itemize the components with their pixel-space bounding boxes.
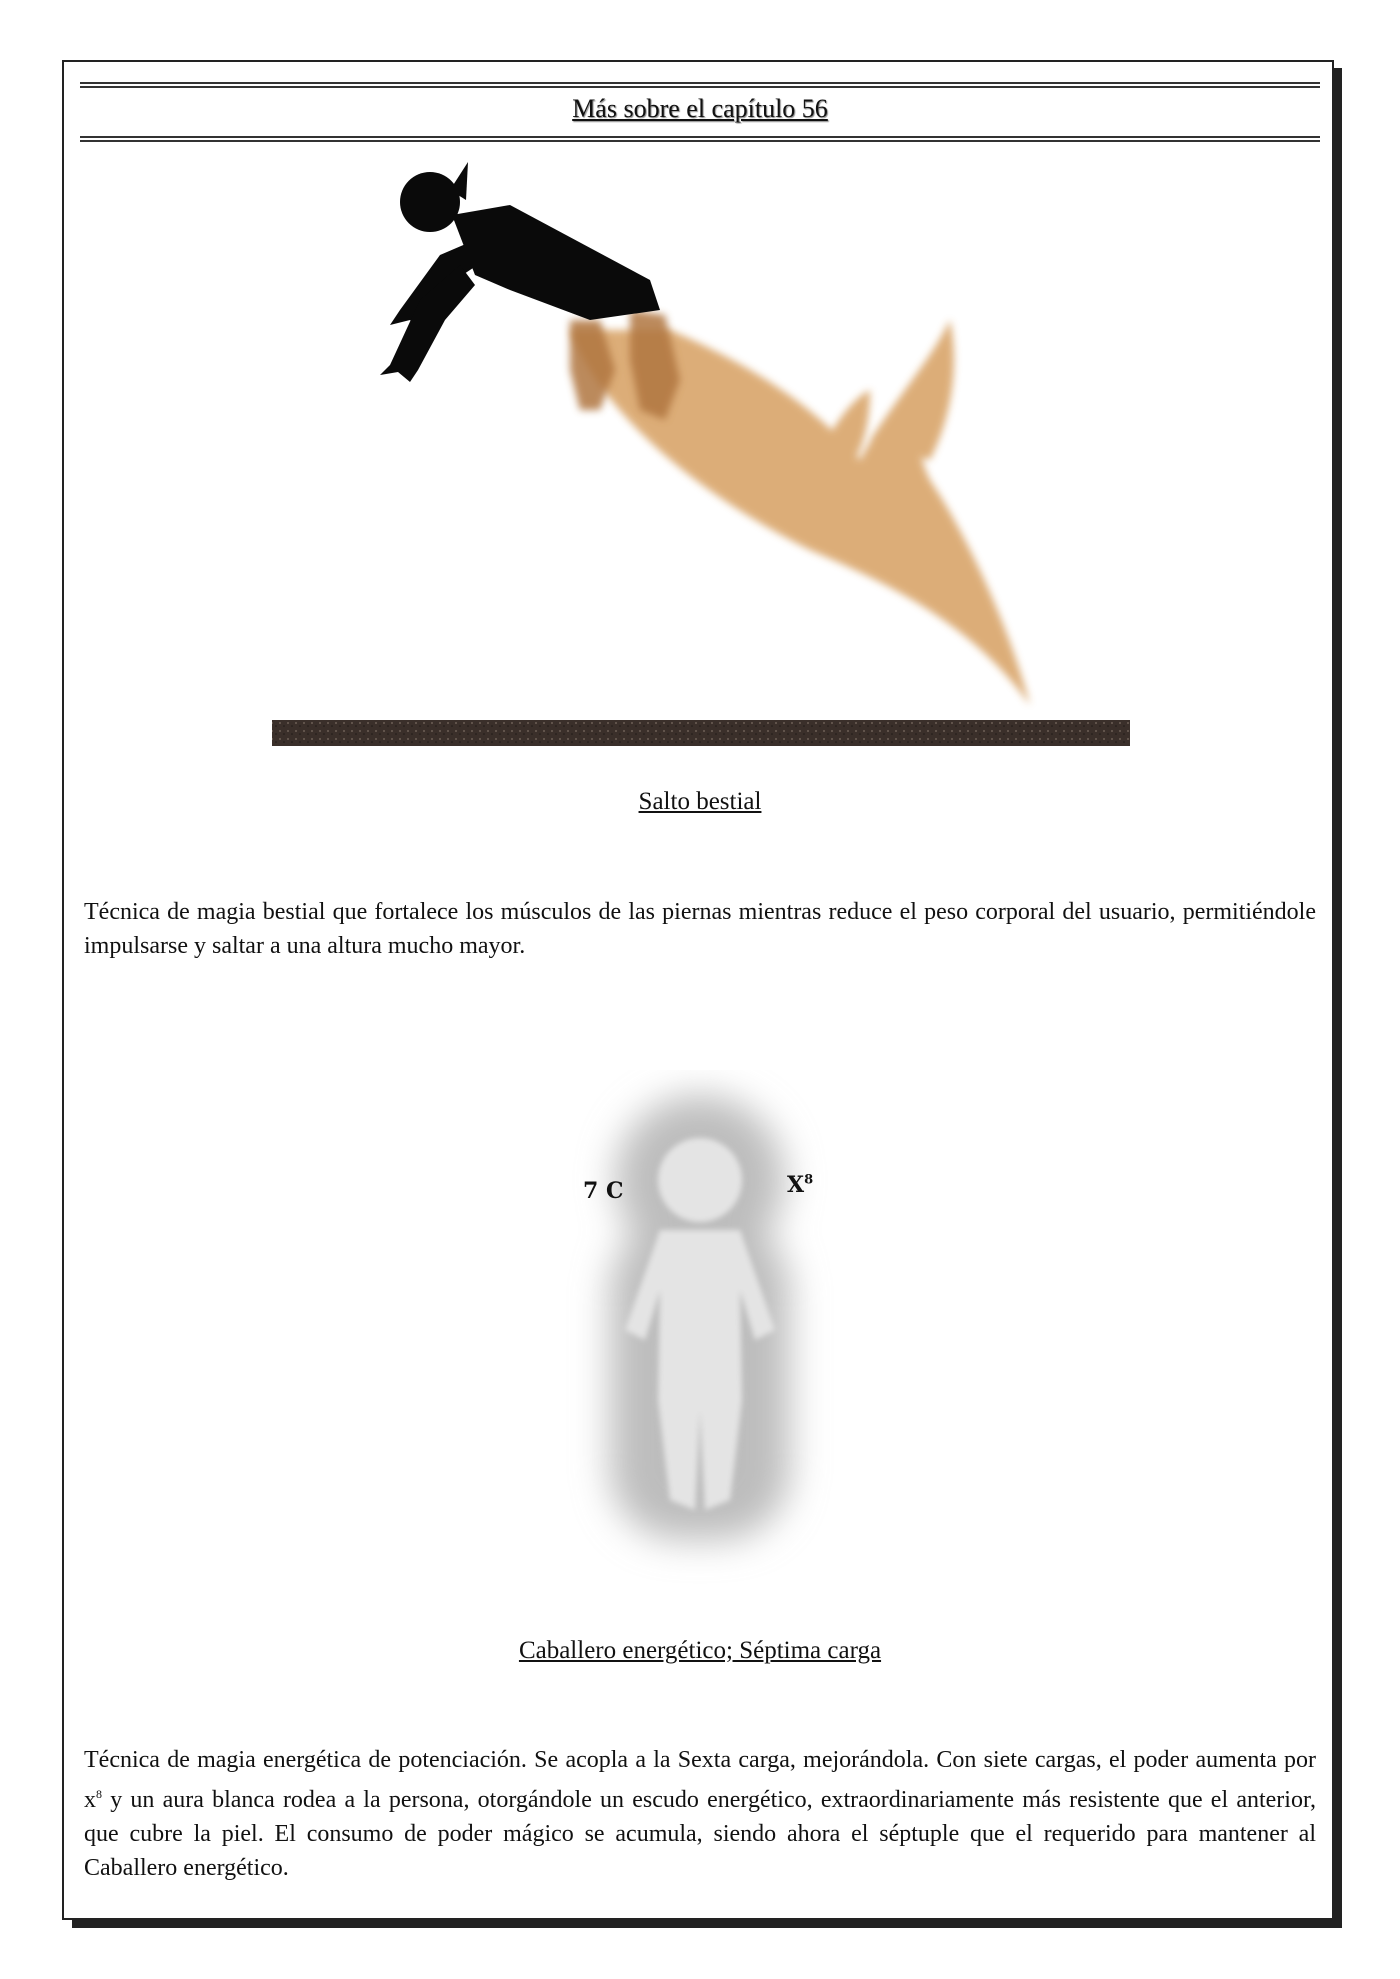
ground-strip: [272, 720, 1130, 746]
desc-exponent: 8: [96, 1787, 102, 1801]
multiplier-base: X: [787, 1172, 805, 1198]
multiplier-label: [787, 1172, 813, 1198]
charge-label: 7 C: [583, 1178, 624, 1204]
description-caballero-energetico: [84, 1743, 1316, 1885]
caption-salto-bestial: Salto bestial: [638, 788, 762, 815]
desc-part1: Técnica de magia energética de potenciación. Se acopla a la Sexta carga, mejorándola. Con siete cargas, el poder aumenta por x: [84, 1747, 1316, 1813]
title-top-rule: [80, 82, 1320, 88]
multiplier-exponent: 8: [804, 1172, 814, 1188]
page-title: Más sobre el capítulo 56: [572, 94, 828, 123]
desc-part2: y un aura blanca rodea a la persona, otorgándole un escudo energético, extraordinariamente más resistente que el anterior, que cubre la piel. El consumo de poder mágico se acumula, siendo ahora el séptuple que el requerido para mantener al Caballero energético.: [84, 1787, 1316, 1881]
beast-jump-illustration: [270, 160, 1140, 760]
caption-caballero-energetico: Caballero energético; Séptima carga: [518, 1637, 882, 1664]
title-bottom-rule: [80, 136, 1320, 142]
description-salto-bestial: Técnica de magia bestial que fortalece los músculos de las piernas mientras reduce el peso corporal del usuario, permitiéndole impulsarse y saltar a una altura mucho mayor.: [84, 899, 1316, 959]
energy-knight-illustration: [550, 1070, 850, 1590]
